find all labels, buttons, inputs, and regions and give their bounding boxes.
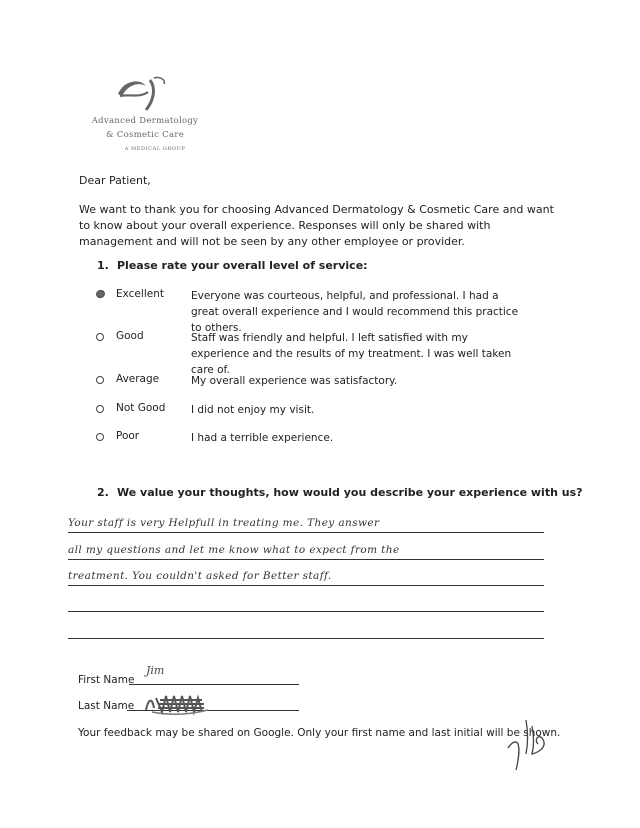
option-label: Good — [116, 330, 144, 342]
letter-greeting: Dear Patient, — [79, 174, 151, 187]
question-2-text: We value your thoughts, how would you describe your experience with us? — [117, 486, 583, 499]
radio-poor[interactable] — [96, 433, 104, 441]
first-name-value: Jim — [146, 664, 165, 677]
question-1-number: 1. — [97, 259, 109, 272]
letter-intro: We want to thank you for choosing Advanced Dermatology & Cosmetic Care and want to know about your overall experience. Responses will only be shared with management and will not be seen by any other employee or provider. — [79, 203, 554, 248]
radio-average[interactable] — [96, 376, 104, 384]
question-2-number: 2. — [97, 486, 109, 499]
last-name-label: Last Name — [78, 700, 135, 712]
answer-line-1: Your staff is very Helpfull in treating me. They answer — [68, 517, 380, 529]
option-label: Not Good — [116, 402, 166, 414]
option-label: Poor — [116, 430, 140, 442]
question-2-heading — [97, 486, 583, 499]
logo-text-line1: Advanced Dermatology — [91, 116, 199, 126]
ruled-line — [68, 532, 544, 533]
company-logo — [80, 72, 210, 162]
ruled-line — [68, 559, 544, 560]
option-label: Average — [116, 373, 160, 385]
ruled-line — [68, 611, 544, 612]
first-name-label: First Name — [78, 674, 135, 686]
answer-line-2: all my questions and let me know what to expect from the — [68, 544, 400, 556]
option-description: Staff was friendly and helpful. I left satisfied with my experience and the results of my treatment. I was well taken care of. — [191, 332, 512, 376]
first-name-field[interactable] — [129, 684, 299, 685]
radio-not-good[interactable] — [96, 405, 104, 413]
answer-line-3: treatment. You couldn't asked for Better staff. — [68, 570, 332, 582]
option-description: My overall experience was satisfactory. — [191, 375, 398, 387]
handwritten-initials-icon — [504, 714, 554, 772]
question-1-text: Please rate your overall level of service: — [117, 259, 368, 272]
option-description: I had a terrible experience. — [191, 432, 334, 444]
option-description: Everyone was courteous, helpful, and professional. I had a great overall experience and I would recommend this practice to others. — [191, 290, 519, 334]
ruled-line — [68, 585, 544, 586]
logo-text-line3: A MEDICAL GROUP — [124, 146, 186, 152]
footer-note: Your feedback may be shared on Google. Only your first name and last initial will be shown. — [78, 727, 561, 739]
question-1-heading — [97, 259, 368, 272]
logo-text-line2: & Cosmetic Care — [105, 130, 185, 140]
radio-good[interactable] — [96, 333, 104, 341]
option-description: I did not enjoy my visit. — [191, 404, 315, 416]
adc-swirl-logo-icon — [110, 72, 170, 112]
option-label: Excellent — [116, 288, 164, 300]
radio-excellent-selected[interactable] — [95, 289, 106, 300]
ruled-line — [68, 638, 544, 639]
redacted-scribble-icon — [142, 690, 212, 718]
